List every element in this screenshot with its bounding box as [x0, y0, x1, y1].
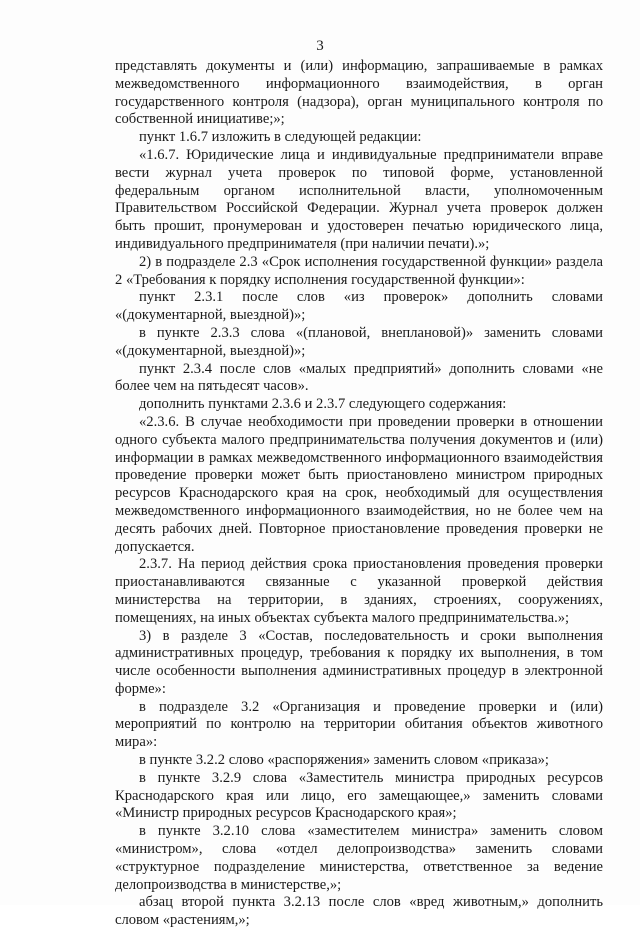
paragraph: представлять документы и (или) информацию, запрашиваемые в рамках межведомственного информационного взаимодействия, в орган государственного контроля (надзора), орган муниципального контроля по собственной инициативе;»;: [115, 58, 603, 128]
paragraph: дополнить пунктами 2.3.6 и 2.3.7 следующего содержания:: [139, 396, 507, 413]
paragraph: 2.3.7. На период действия срока приостановления проведения проверки приостанавливаются связанные с указанной проверкой действия министерства на территории, в зданиях, строениях, сооружениях, помещениях, на иных объектах субъекта малого предпринимательства.»;: [115, 556, 603, 626]
page-number: 3: [316, 38, 324, 54]
paragraph: в пункте 3.2.9 слова «Заместитель министра природных ресурсов Краснодарского края или лицо, его замещающее,» заменить словами «Министр природных ресурсов Краснодарского края»;: [115, 769, 603, 822]
paragraph: «2.3.6. В случае необходимости при проведении проверки в отношении одного субъекта малого предпринимательства получения документов и (или) информации в рамках межведомственного информационного взаимодействия проведение проверки может быть приостановлено министром природных ресурсов Краснодарского края на срок, необходимый для осуществления межведомственного информационного взаимодействия, но не более чем на десять рабочих дней. Повторное приостановление проведения проверки не допускается.: [115, 413, 603, 555]
document-body: [115, 58, 603, 930]
paragraph: в пункте 3.2.10 слова «заместителем министра» заменить словом «министром», слова «отдел делопроизводства» заменить словами «структурное подразделение министерства, ответственное за ведение делопроизводства в министерстве,»;: [115, 823, 603, 893]
paragraph: пункт 2.3.4 после слов «малых предприятий» дополнить словами «не более чем на пятьдесят часов».: [115, 360, 603, 395]
paragraph: 3) в разделе 3 «Состав, последовательность и сроки выполнения административных процедур, требования к порядку их выполнения, в том числе особенности выполнения административных процедур в электронной форме»:: [115, 627, 603, 697]
paragraph: в подразделе 3.2 «Организация и проведение проверки и (или) мероприятий по контролю на территории обитания объектов животного мира»:: [115, 698, 603, 751]
paragraph: абзац второй пункта 3.2.13 после слов «вред животным,» дополнить словом «растениям,»;: [115, 894, 603, 929]
paragraph: в пункте 3.2.2 слово «распоряжения» заменить словом «приказа»;: [139, 752, 549, 769]
paragraph: пункт 2.3.1 после слов «из проверок» дополнить словами «(документарной, выездной)»;: [115, 289, 603, 324]
paragraph: пункт 1.6.7 изложить в следующей редакции:: [139, 129, 422, 146]
paragraph: 2) в подразделе 2.3 «Срок исполнения государственной функции» раздела 2 «Требования к порядку исполнения государственной функции»:: [115, 253, 603, 288]
paragraph: в пункте 2.3.3 слова «(плановой, внеплановой)» заменить словами «(документарной, выездной)»;: [115, 324, 603, 359]
paragraph: «1.6.7. Юридические лица и индивидуальные предприниматели вправе вести журнал учета проверок по типовой форме, установленной федеральным органом исполнительной власти, уполномоченным Правительством Российской Федерации. Журнал учета проверок должен быть прошит, пронумерован и удостоверен печатью юридического лица, индивидуального предпринимателя (при наличии печати).»;: [115, 146, 603, 252]
